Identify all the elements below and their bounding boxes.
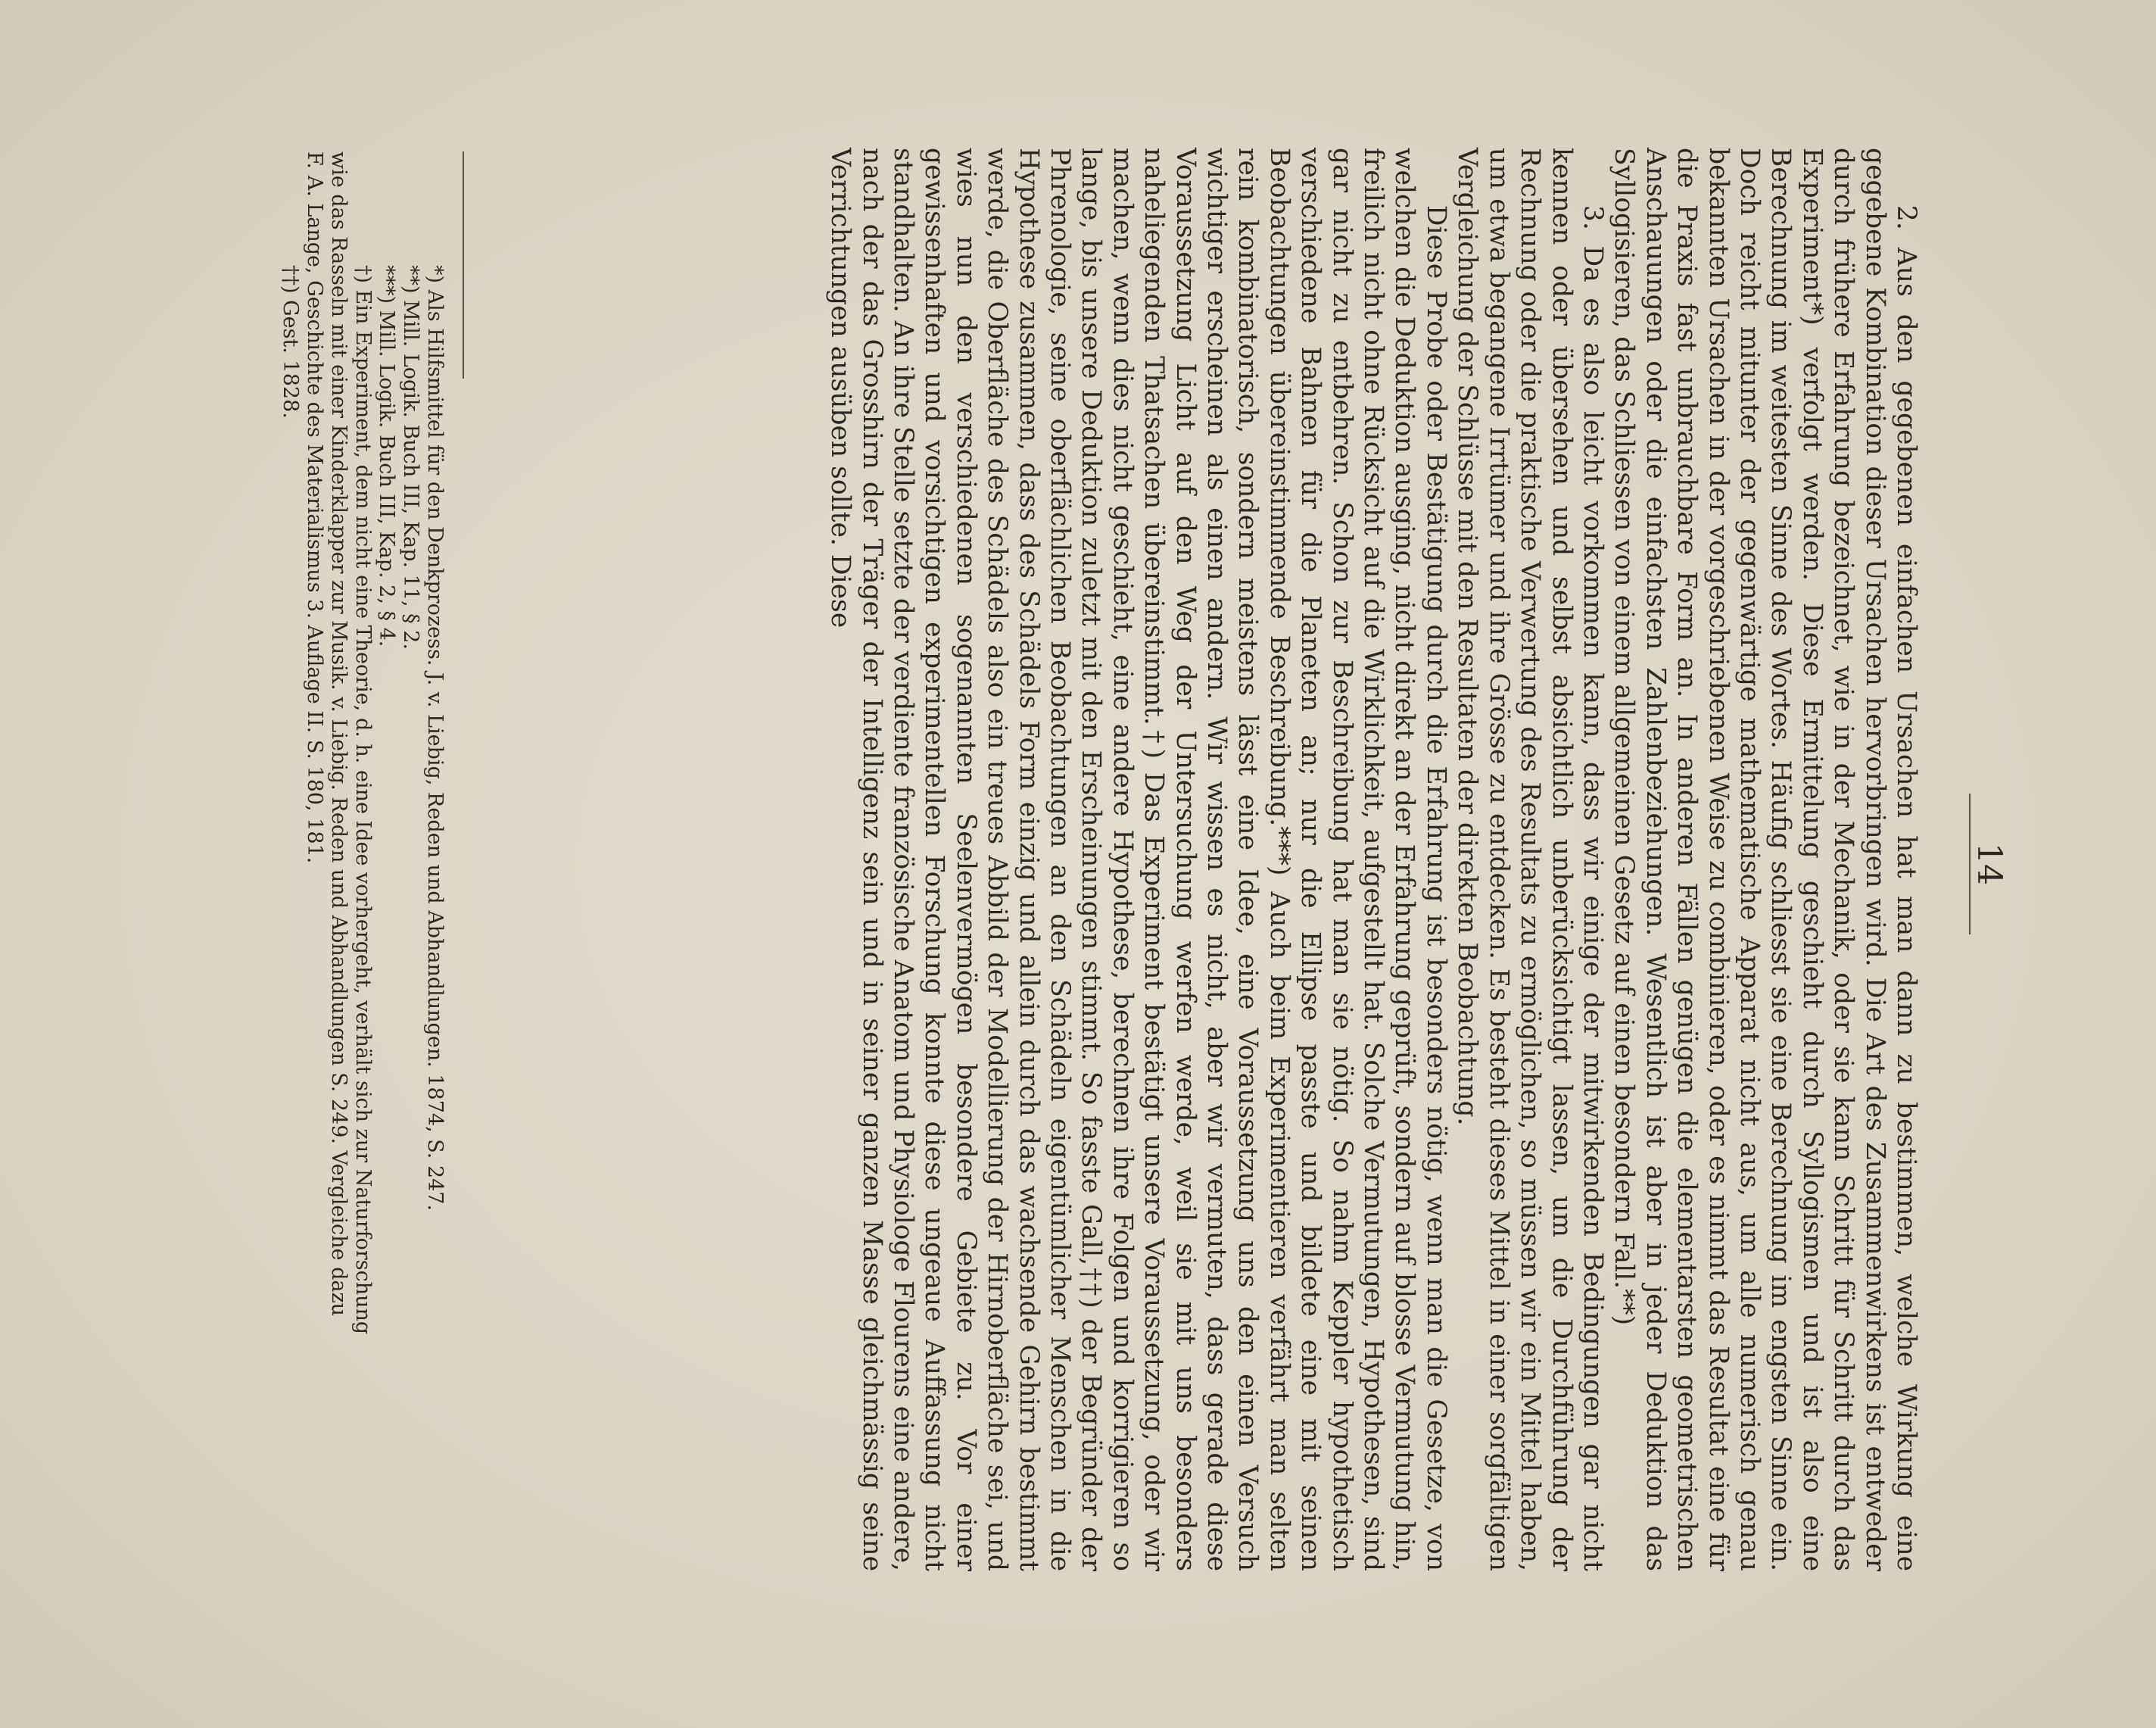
paragraph-deduction: 2. Aus den gegebenen einfachen Ursachen hat man dann zu bestimmen, welche Wirkung eine gegebene Kombination dieser Ursachen hervorbringen wird. Die Art des Zusammenwirkens ist entweder durch frühere Erfahrung bezeichnet, wie in der Mechanik, oder sie kann Schritt für Schritt durch das Experiment*) verfolgt werden. Diese Ermittelung geschieht durch Syllogismen und ist also eine Berechnung im weitesten Sinne des Wortes. Häufig schliesst sie eine Berechnung im engsten Sinne ein. Doch reicht mitunter der gegenwärtige mathematische Apparat nicht aus, um alle numerisch genau bekannten Ursachen in der vorgeschriebenen Weise zu combinieren, oder es nimmt das Resultat eine für die Praxis fast unbrauchbare Form an. In anderen Fällen genügen die elementarsten geometrischen Anschauungen oder die einfachsten Zahlenbeziehungen. Wesentlich ist aber in jeder Deduktion das Syllogisieren, das Schliessen von einem allgemeinen Gesetz auf einen besondern Fall.**) [1609, 148, 1921, 1571]
footnote-4-continued: wie das Rasseln mit einer Kinderklapper zur Musik. v. Liebig. Reden und Abhandlungen S. 249. Vergleiche dazu [326, 151, 351, 1317]
footnote-rule [463, 151, 464, 379]
footnote-4: †) Ein Experiment, dem nicht eine Theorie, d. h. eine Idee vorhergeht, verhält sich zur Naturforschung [351, 265, 375, 1335]
footnotes [278, 151, 447, 1567]
page-number-rule [1969, 794, 1971, 934]
body-text [824, 148, 1921, 1571]
footnote-2: **) Mill. Logik. Buch III, Kap. 11, § 2. [399, 265, 423, 650]
footnote-4-continued-2: F. A. Lange, Geschichte des Materialismus 3. Auflage II. S. 180, 181. [303, 151, 327, 864]
paragraph-hypotheses: Diese Probe oder Bestätigung durch die Erfahrung ist besonders nötig, wenn man die Gesetze, von welchen die Deduktion ausging, nicht direkt an der Erfahrung geprüft, sondern auf blosse Vermutung hin, freilich nicht ohne Rücksicht auf die Wirklichkeit, aufgestellt hat. Solche Vermutungen, Hypothesen, sind gar nicht zu entbehren. Schon zur Beschreibung hat man sie nötig. So nahm Keppler hypothetisch verschiedene Bahnen für die Planeten an; nur die Ellipse passte und bildete eine mit seinen Beobachtungen übereinstimmende Beschreibung.***) Auch beim Experimentieren verfährt man selten rein kombinatorisch, sondern meistens lässt eine Idee, eine Voraussetzung uns den einen Versuch wichtiger erscheinen als einen andern. Wir wissen es nicht, aber wir vermuten, dass gerade diese Voraussetzung Licht auf den Weg der Untersuchung werfen werde, weil sie mit uns besonders naheliegenden Thatsachen übereinstimmt.†) Das Experiment bestätigt unsere Voraussetzung, oder wir machen, wenn dies nicht geschieht, eine andere Hypothese, berechnen ihre Folgen und korrigieren so lange, bis unsere Deduktion zuletzt mit den Erscheinungen stimmt. So fasste Gall,††) der Begründer der Phrenologie, seine oberflächlichen Beobachtungen an den Schädeln eigentümlicher Menschen in die Hypothese zusammen, dass des Schädels Form einzig und allein durch das wachsende Gehirn bestimmt werde, die Oberfläche des Schädels also ein treues Abbild der Modellierung der Hirnoberfläche sei, und wies nun den verschiedenen sogenannten Seelenvermögen besondere Gebiete zu. Vor einer gewissenhaften und vorsichtigen experimentellen Forschung konnte diese ungeaue Auffassung nicht standhalten. An ihre Stelle setzte der verdiente französische Anatom und Physiologe Flourens eine andere, nach der das Grosshirn der Träger der Intelligenz sein und in seiner ganzen Masse gleichmässig seine Verrichtungen ausüben sollte. Diese [825, 148, 1451, 1571]
footnote-5: ††) Gest. 1828. [279, 265, 303, 419]
footnote-3: ***) Mill. Logik. Buch III, Kap. 2, § 4. [375, 265, 399, 647]
paragraph-verification: 3. Da es also leicht vorkommen kann, dass wir einige der mitwirkenden Bedingungen gar nicht kennen oder übersehen und selbst absichtlich unberücksichtigt lassen, um die Durchführung der Rechnung oder die praktische Verwertung des Resultats zu ermöglichen, so müssen wir ein Mittel haben, um etwa begangene Irrtümer und ihre Grösse zu entdecken. Es besteht dieses Mittel in einer sorgfältigen Vergleichung der Schlüsse mit den Resultaten der direkten Beobachtung. [1452, 148, 1608, 1571]
footnote-1: *) Als Hilfsmittel für den Denkprozess. J. v. Liebig, Reden und Abhandlungen. 1874, S. 247. [423, 265, 447, 1212]
page-number: 14 [1970, 843, 2008, 885]
